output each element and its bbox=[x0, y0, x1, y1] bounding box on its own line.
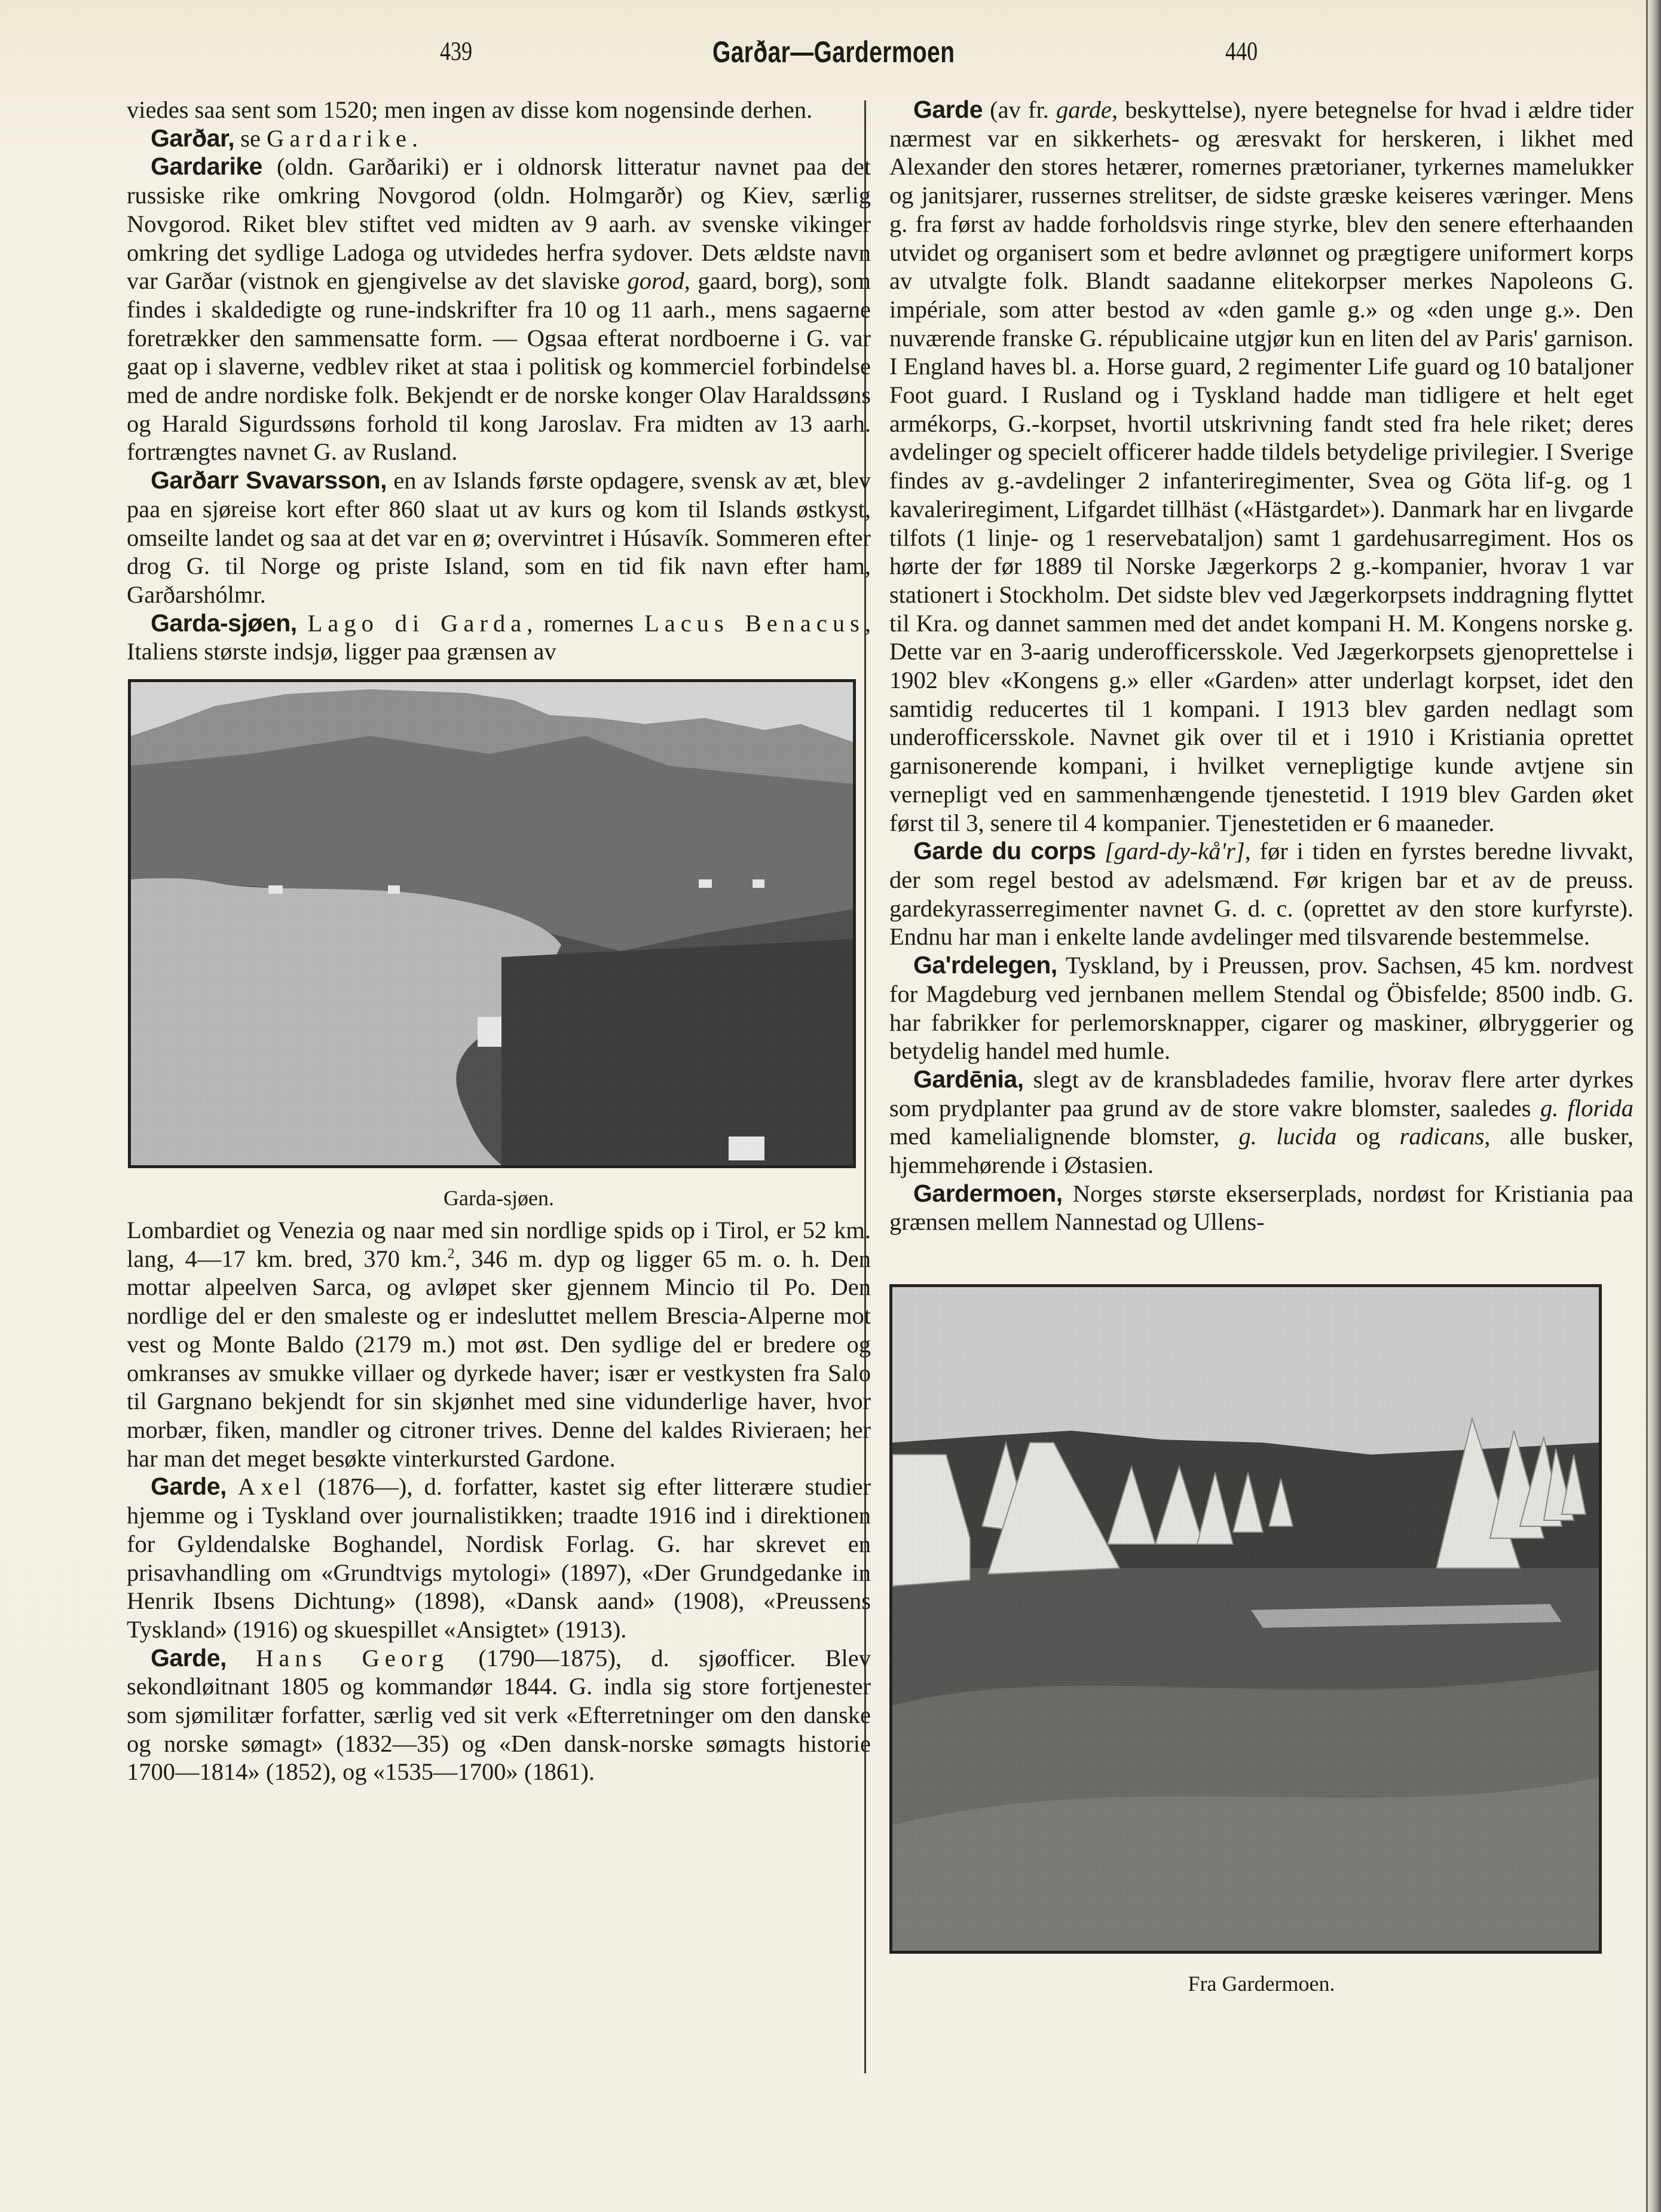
headword: Garðarr Svavarsson, bbox=[151, 466, 387, 494]
headword: Ga'rdelegen, bbox=[913, 951, 1057, 979]
entry-garde: Garde (av fr. garde, beskyttelse), nyere betegnelse for hvad i ældre tider nærmest var en sikkerhets- og æresvakt for herskeren, i likhet med Alexander den stores hetærer, romernes prætorianer, tyrkernes mamelukker og janitsjarer, russernes strelitser, de sidste græske keiseres væringer. Mens g. fra først av hadde forholdsvis ringe styrke, blev den senere efterhaanden utvidet og organisert som et bedre avlønnet og prægtigere uniformert korps av utvalgte folk. Blandt saadanne elitekorpser merkes Napoleons G. impériale, som atter bestod av «den gamle g.» og «den unge g.». Den nuværende franske G. républicaine utgjør kun en liten del av Paris' garnison. I England haves bl. a. Horse guard, 2 regimenter Life guard og 10 bataljoner Foot guard. I Rusland og i Tyskland hadde man tidligere et helt eget armékorps, G.-korpset, hvortil utskrivning fandt sted fra hele riket; deres avdelinger og specielt officerer hadde tildels betydelige privilegier. I Sverige findes av g.-avdelinger 2 infanteriregimenter, Svea og Göta lif-g. og 1 kavaleriregiment, Lifgardet tillhäst («Hästgardet»). Danmark har en livgarde tilfots (1 linje- og 1 reservebataljon) samt 1 gardehusarregiment. Hos os hørte der før 1889 til Norske Jægerkorps 2 g.-kompanier, hvorav 1 var stationert i Stockholm. Det sidste blev ved Jægerkorpsets inddragning flyttet til Kra. og dannet sammen med det andet kompani H. M. Kongens norske g. Dette var en 3-aarig underofficersskole. Ved Jægerkorpsets gjenoprettelse i 1902 blev «Kongens g.» eller «Garden» atter underlagt korpset, idet den samtidig reducertes til 1 kompani. I 1913 blev garden nedlagt som underofficersskole. Navnet gik over til et i 1910 i Kristiania oprettet garnisonerende kompani, i hvilket vernepligtige kunde avtjene sin vernepligt ved en sammenhængende tjenestetid. I 1919 blev Garden øket først til 3, senere til 4 kompanier. Tjenestetiden er 6 maaneder. bbox=[889, 96, 1634, 836]
right-column bbox=[889, 96, 1634, 2002]
figure-garda-sjoen bbox=[127, 679, 871, 1210]
running-title: Garðar—Gardermoen bbox=[712, 35, 955, 69]
headword: Garde, bbox=[151, 1472, 227, 1501]
entry-garde-hans-georg: Garde, Hans Georg (1790—1875), d. sjøofficer. Blev sekondløitnant 1805 og kommandør 1844. G. indla sig store fortjenester som sjømilitær forfatter, særlig ved sit verk «Efterretninger om den danske og norske sømagt» (1832—35) og «Den dansk-norske sømagts historie 1700—1814» (1852), og «1535—1700» (1861). bbox=[127, 1643, 871, 1786]
entry-gardar: Garðar, se Gardarike. bbox=[151, 124, 418, 152]
left-page-number: 439 bbox=[440, 36, 473, 66]
entry-gardarr-svavarsson: Garðarr Svavarsson, en av Islands første opdagere, svensk av æt, blev paa en sjøreise kort efter 860 slaat ut av kurs og kom til Islands østkyst, omseilte landet og saa at det var en ø; overvintret i Húsavík. Sommeren efter drog G. til Norge og priste Island, som en tid fik navn efter ham, Garðarshólmr. bbox=[127, 466, 871, 608]
photo-tent-camp bbox=[889, 1284, 1602, 1954]
headword: Garda-sjøen, bbox=[151, 609, 297, 637]
cross-reference: Gardarike bbox=[267, 124, 412, 152]
headword: Gardermoen, bbox=[913, 1179, 1063, 1207]
entry-garde-axel: Garde, Axel (1876—), d. forfatter, kastet sig efter litterære studier hjemme og i Tyskland over journalistikken; traadte 1916 ind i direktionen for Gyldendalske Boghandel, Nordisk Forlag. G. har skrevet en prisavhandling om «Grundtvigs mytologi» (1897), «Der Grundgedanke in Henrik Ibsens Dichtung» (1898), «Dansk aand» (1908), «Preussens Tyskland» (1916) og skuespillet «Ansigtet» (1913). bbox=[127, 1472, 871, 1643]
left-column bbox=[127, 96, 871, 1786]
entry-gardermoen: Gardermoen, Norges største ekserserplads, nordøst for Kristiania paa grænsen mellem Nannestad og Ullens- bbox=[889, 1179, 1634, 1236]
entry-gardelegen: Ga'rdelegen, Tyskland, by i Preussen, prov. Sachsen, 45 km. nordvest for Magdeburg ved jernbanen mellem Stendal og Öbisfelde; 8500 indb. G. har fabrikker for perlemorsknapper, cigarer og maskiner, ølbryggerier og betydelig handel med humle. bbox=[889, 951, 1634, 1065]
entry-garda-sjoen-continued: Lombardiet og Venezia og naar med sin nordlige spids op i Tirol, er 52 km. lang, 4—17 km. bred, 370 km.$^2$, 346 m. dyp og ligger 65 m. o. h. Den mottar alpeelven Sarca, og avløpet sker gjennem Mincio til Po. Den nordlige del er den smaleste og er indesluttet mellem Brescia-Alperne mot vest og Monte Baldo (2179 m.) mot øst. Den sydlige del er bredere og omkranses av smukke villaer og dyrkede haver; især er vestkysten fra Salo til Gargnano bekjendt for sin skjønhet med sine vidunderlige haver, hvor morbær, fiken, mandler og citroner trives. Denne del kaldes Rivieraen; her har man det meget besøkte vinterkursted Gardone. bbox=[127, 1217, 871, 1472]
binding-line bbox=[1646, 0, 1648, 2212]
lake-landscape-illustration bbox=[131, 682, 853, 1165]
entry-garda-sjoen: Garda-sjøen, Lago di Garda, romernes Lacus Benacus, Italiens største indsjø, ligger paa grænsen av bbox=[127, 609, 871, 665]
photo-lake-garda bbox=[128, 679, 856, 1168]
headword: Garde, bbox=[151, 1643, 227, 1672]
running-header bbox=[0, 36, 1661, 72]
headword: Garðar, bbox=[151, 124, 235, 152]
continuation-text: viedes saa sent som 1520; men ingen av disse kom nogensinde derhen. bbox=[127, 96, 813, 123]
tent-camp-illustration bbox=[892, 1287, 1599, 1951]
entry-gardenia: Gardēnia, slegt av de kransbladedes familie, hvorav flere arter dyrkes som prydplanter paa grund av de store vakre blomster, saaledes g. florida med kamelialignende blomster, g. lucida og radicans, alle busker, hjemmehørende i Østasien. bbox=[889, 1065, 1634, 1179]
entry-gardarike: Gardarike (oldn. Garðariki) er i oldnorsk litteratur navnet paa det russiske rike omkring Novgorod (oldn. Holmgarðr) og Kiev, særlig Novgorod. Riket blev stiftet ved midten av 9 aarh. av svenske vikinger omkring det sydlige Ladoga og utvidedes herfra sydover. Dets ældste navn var Garðar (vistnok en gjengivelse av det slaviske gorod, gaard, borg), som findes i skaldedigte og rune-indskrifter fra 10 og 11 aarh., mens sagaerne foretrækker den sammensatte form. — Ogsaa efterat nordboerne i G. var gaat op i slaverne, vedblev riket at staa i politisk og kommerciel forbindelse med de andre nordiske folk. Bekjendt er de norske konger Olav Haraldssøns og Harald Sigurdssøns forhold til kong Jaroslav. Fra midten av 13 aarh. fortrængtes navnet G. av Rusland. bbox=[127, 152, 871, 466]
headword: Gardarike bbox=[151, 152, 262, 181]
right-page-number: 440 bbox=[1225, 36, 1258, 66]
headword: Gardēnia, bbox=[913, 1065, 1024, 1093]
figure-caption: Fra Gardermoen. bbox=[1188, 1972, 1335, 1996]
entry-garde-du-corps: Garde du corps [gard-dy-kå'r], før i tiden en fyrstes beredne livvakt, der som regel bestod av adelsmænd. Før krigen bar et av de preuss. gardekyrasserregimenter navnet G. d. c. (oprettet av den store kurfyrste). Endnu har man i enkelte lande avdelinger med tilsvarende bestemmelse. bbox=[889, 837, 1634, 951]
figure-caption: Garda-sjøen. bbox=[443, 1186, 554, 1211]
figure-gardermoen bbox=[889, 1284, 1634, 1996]
headword: Garde bbox=[913, 96, 983, 123]
headword: Garde du corps bbox=[913, 837, 1096, 865]
